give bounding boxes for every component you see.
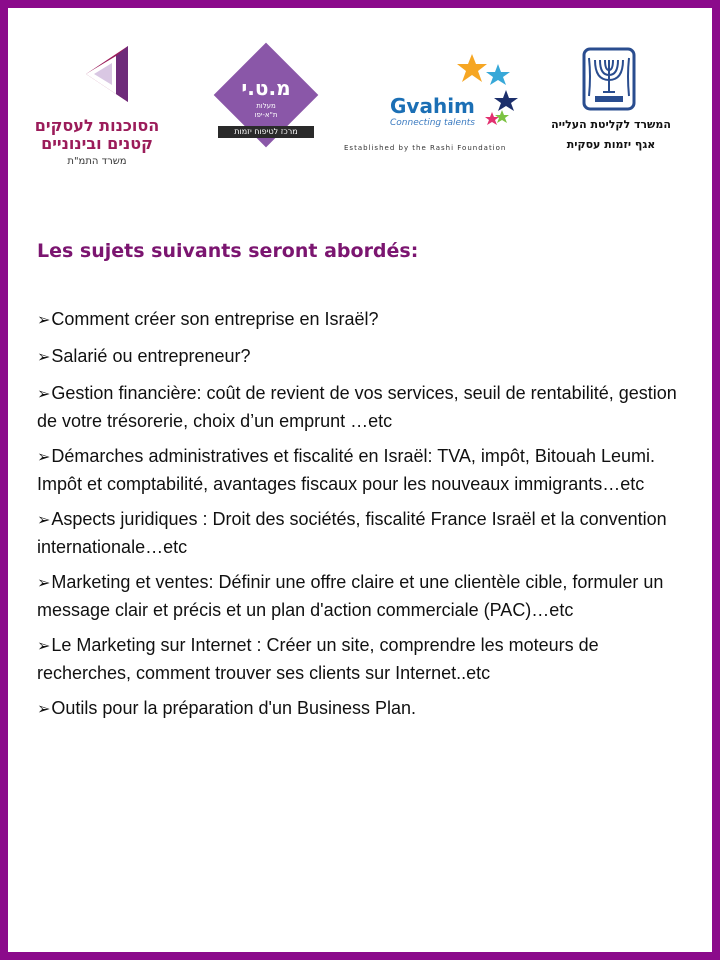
arrow-bullet-icon: ➢: [37, 449, 51, 466]
ministry-absorption-logo: [536, 46, 686, 166]
menorah-emblem-icon: [581, 46, 637, 112]
topic-item: [37, 695, 697, 723]
topic-item: [37, 632, 697, 686]
topic-item: [37, 443, 697, 497]
topics-heading: Les sujets suivants seront abordés:: [37, 240, 419, 262]
topic-item: [37, 506, 697, 560]
topic-text: Outils pour la préparation d'un Business Plan.: [51, 698, 417, 718]
mati-subtitle: [214, 102, 318, 120]
arrow-bullet-icon: ➢: [37, 512, 51, 529]
topic-text: Comment créer son entreprise en Israël?: [51, 309, 379, 329]
topics-list: [37, 306, 697, 732]
ministry-name: המשרד לקליטת העלייה: [551, 118, 671, 131]
gvahim-established: Established by the Rashi Foundation: [344, 144, 507, 152]
sba-name-line1: הסוכנות לעסקים: [34, 116, 160, 135]
arrow-bullet-icon: ➢: [37, 575, 51, 592]
gvahim-tagline: Connecting talents: [390, 118, 475, 128]
topic-item: [37, 569, 697, 623]
ministry-department: אגף יזמות עסקית: [566, 138, 656, 151]
mati-logo: [214, 48, 324, 158]
document-page: [8, 8, 712, 952]
topic-text: Aspects juridiques : Droit des sociétés, fiscalité France Israël et la convention internationale…etc: [37, 509, 667, 557]
arrow-bullet-icon: ➢: [37, 638, 51, 655]
arrow-bullet-icon: ➢: [37, 701, 51, 718]
mati-subtitle-line1: מעלות: [256, 102, 276, 110]
topic-text: Salarié ou entrepreneur?: [51, 346, 251, 366]
topic-item: [37, 306, 697, 334]
gvahim-logo: [342, 52, 532, 158]
arrow-bullet-icon: ➢: [37, 386, 51, 403]
topic-item: [37, 343, 697, 371]
sba-ministry-line: משרד התמ"ת: [67, 156, 127, 167]
arrow-bullet-icon: ➢: [37, 312, 51, 329]
topic-text: Démarches administratives et fiscalité en Israël: TVA, impôt, Bitouah Leumi. Impôt et comptabilité, avantages fiscaux pour les nouveaux immigrants…etc: [37, 446, 655, 494]
mati-letters: מ.ט.י: [241, 76, 291, 100]
gvahim-title: Gvahim: [390, 94, 475, 118]
mati-subtitle-line2: ת"א-יפו: [254, 111, 278, 119]
topic-text: Le Marketing sur Internet : Créer un site, comprendre les moteurs de recherches, comment trouver ses clients sur Internet..etc: [37, 635, 599, 683]
small-business-agency-logo: [30, 42, 180, 172]
topic-item: [37, 380, 697, 434]
topic-text: Gestion financière: coût de revient de vos services, seuil de rentabilité, gestion de votre trésorerie, choix d’un emprunt …etc: [37, 383, 677, 431]
logo-strip: [8, 8, 712, 178]
arrow-bullet-icon: ➢: [37, 349, 51, 366]
triangle-emblem-icon: [82, 42, 134, 106]
mati-bar-label: מרכז לטיפוח יזמות: [218, 126, 314, 138]
sba-name-line2: קטנים ובינוניים: [41, 134, 153, 153]
topic-text: Marketing et ventes: Définir une offre claire et une clientèle cible, formuler un message clair et précis et un plan d'action commerciale (PAC)…etc: [37, 572, 664, 620]
